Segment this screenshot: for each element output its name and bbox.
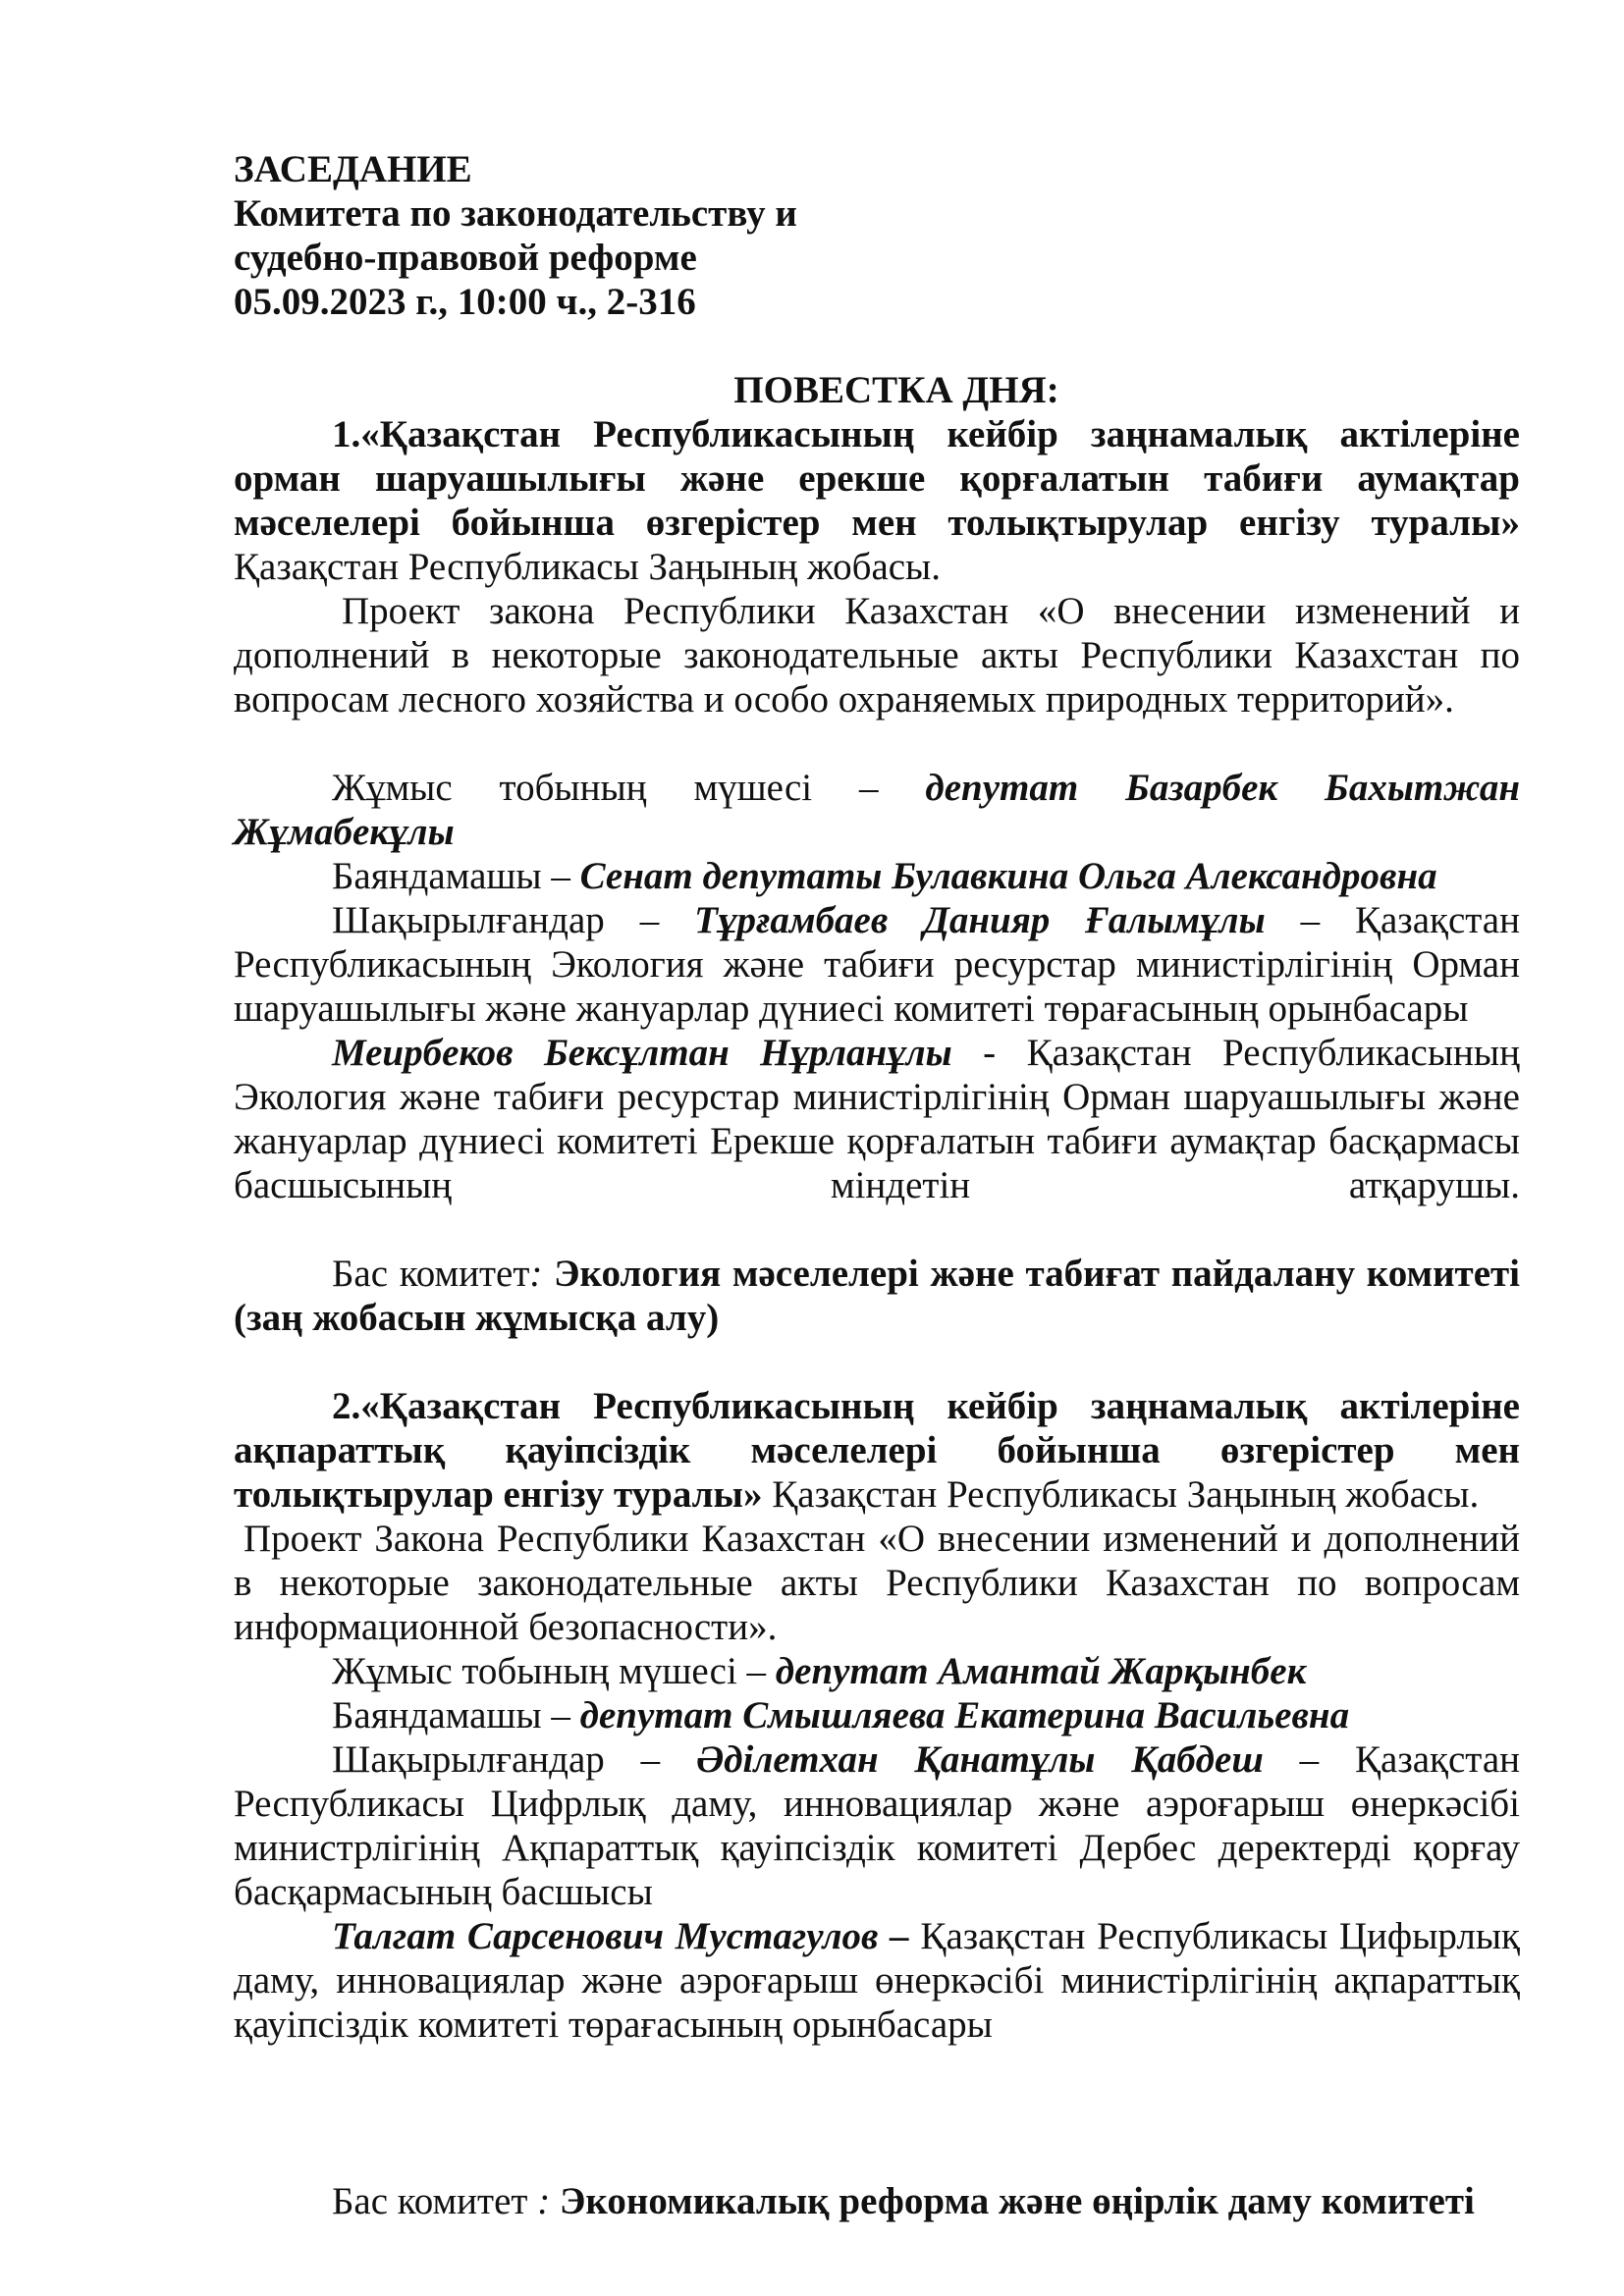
item1-title-rest: Қазақстан Республикасы Заңының жобасы. bbox=[234, 546, 942, 588]
item1-invited-label: Шақырылғандар – bbox=[332, 899, 695, 941]
item2-wg-label: Жұмыс тобының мүшесі – bbox=[332, 1650, 776, 1692]
item1-speaker-name: Сенат депутаты Булавкина Ольга Александровна bbox=[579, 855, 1437, 897]
item2-title-rest: Қазақстан Республикасы Заңының жобасы. bbox=[762, 1473, 1480, 1516]
item2-invited2-name: Талгат Сарсенович Мустагулов – bbox=[332, 1915, 909, 1957]
item1-invited2-role: - Қазақстан Республикасының Экология және табиғи ресурстар министірлігінің Орман шаруашылығы және жануарлар дүниесі комитеті Ерекше қорғалатын табиғи аумақтар басқармасы басшысының міндетін атқарушы. bbox=[234, 1032, 1520, 1206]
item1-lead-committee bbox=[234, 1252, 1520, 1340]
item2-invited-label: Шақырылғандар – bbox=[332, 1738, 696, 1781]
item2-ru-title: Проект Закона Республики Казахстан «О внесении изменений и дополнений в некоторые законодательные акты Республики Казахстан по вопросам информационной безопасности». bbox=[234, 1518, 1520, 1648]
item1-invited-2 bbox=[234, 1031, 1520, 1207]
item1-ru-title: Проект закона Республики Казахстан «О внесении изменений и дополнений в некоторые законодательные акты Республики Казахстан по вопросам лесного хозяйства и особо охраняемых природных территорий». bbox=[234, 590, 1520, 721]
item2-invited1-name: Әділетхан Қанатұлы Қабдеш bbox=[695, 1738, 1264, 1781]
item2-invited2-role: Қазақстан Республикасы Цифырлық даму, инновациялар және аэроғарыш өнеркәсібі министірлігінің ақпараттық қауіпсіздік комитеті төрағасының орынбасары bbox=[234, 1915, 1520, 2046]
header-committee-line1: Комитета по законодательству и bbox=[234, 192, 797, 235]
header-date-time-room: 05.09.2023 г., 10:00 ч., 2-316 bbox=[234, 281, 696, 323]
item1-lead-label: Бас комитет bbox=[332, 1253, 530, 1295]
item1-title-bold: 1.«Қазақстан Республикасының кейбір заңнамалық актілеріне орман шаруашылығы және ерекше қорғалатын табиғи аумақтар мәселелері бойынша өзгерістер мен толықтырулар енгізу туралы» bbox=[234, 413, 1520, 544]
item1-lead-colon: : bbox=[529, 1253, 555, 1295]
document-page bbox=[234, 147, 1520, 2223]
item1-wg-label: Жұмыс тобының мүшесі – bbox=[332, 767, 926, 809]
item2-title bbox=[234, 1384, 1520, 1517]
item2-lead-name: Экономикалық реформа және өңірлік даму комитеті bbox=[559, 2180, 1475, 2222]
item2-speaker-label: Баяндамашы – bbox=[332, 1694, 580, 1736]
item2-lead-label: Бас комитет bbox=[332, 2180, 538, 2222]
item1-invited1-role: – Қазақстан Республикасының Экология және табиғи ресурстар министірлігінің Орман шаруашылығы және жануарлар дүниесі комитеті төрағасының орынбасары bbox=[234, 899, 1520, 1030]
item1-working-group bbox=[234, 766, 1520, 854]
meeting-header bbox=[234, 147, 1520, 324]
item2-lead-colon: : bbox=[537, 2180, 560, 2222]
item1-invited2-name: Меирбеков Бексұлтан Нұрланұлы bbox=[332, 1032, 952, 1074]
item1-lead-name: Экология мәселелері және табиғат пайдалану комитеті (заң жобасын жұмысқа алу) bbox=[234, 1253, 1520, 1339]
item2-invited-2 bbox=[234, 1914, 1520, 2047]
item1-invited1-name: Тұрғамбаев Данияр Ғалымұлы bbox=[694, 899, 1266, 941]
item1-invited-1 bbox=[234, 898, 1520, 1031]
header-title: ЗАСЕДАНИЕ bbox=[234, 148, 472, 190]
item1-title bbox=[234, 412, 1520, 589]
item2-speaker-name: депутат Смышляева Екатерина Васильевна bbox=[579, 1694, 1350, 1736]
agenda-title: ПОВЕСТКА ДНЯ: bbox=[733, 369, 1059, 411]
item2-title-bold: 2.«Қазақстан Республикасының кейбір заңнамалық актілеріне ақпараттық қауіпсіздік мәселелері бойынша өзгерістер мен толықтырулар енгізу туралы» bbox=[234, 1385, 1520, 1516]
item2-working-group bbox=[234, 1649, 1520, 1693]
item1-speaker bbox=[234, 854, 1520, 898]
item2-invited-1 bbox=[234, 1737, 1520, 1914]
item2-invited1-role: – Қазақстан Республикасы Цифрлық даму, инновациялар және аэроғарыш өнеркәсібі министрлігінің Ақпараттық қауіпсіздік комитеті Дербес деректерді қорғау басқармасының басшысы bbox=[234, 1738, 1521, 1913]
agenda-item-2 bbox=[234, 1384, 1520, 2223]
item2-lead-committee bbox=[234, 2179, 1520, 2223]
item1-wg-name: депутат Базарбек Бахытжан Жұмабекұлы bbox=[234, 767, 1520, 853]
item2-speaker bbox=[234, 1693, 1520, 1737]
item1-speaker-label: Баяндамашы – bbox=[332, 855, 580, 897]
agenda-item-1 bbox=[234, 412, 1520, 1340]
item2-wg-name: депутат Амантай Жарқынбек bbox=[775, 1650, 1307, 1692]
header-committee-line2: судебно-правовой реформе bbox=[234, 237, 697, 279]
